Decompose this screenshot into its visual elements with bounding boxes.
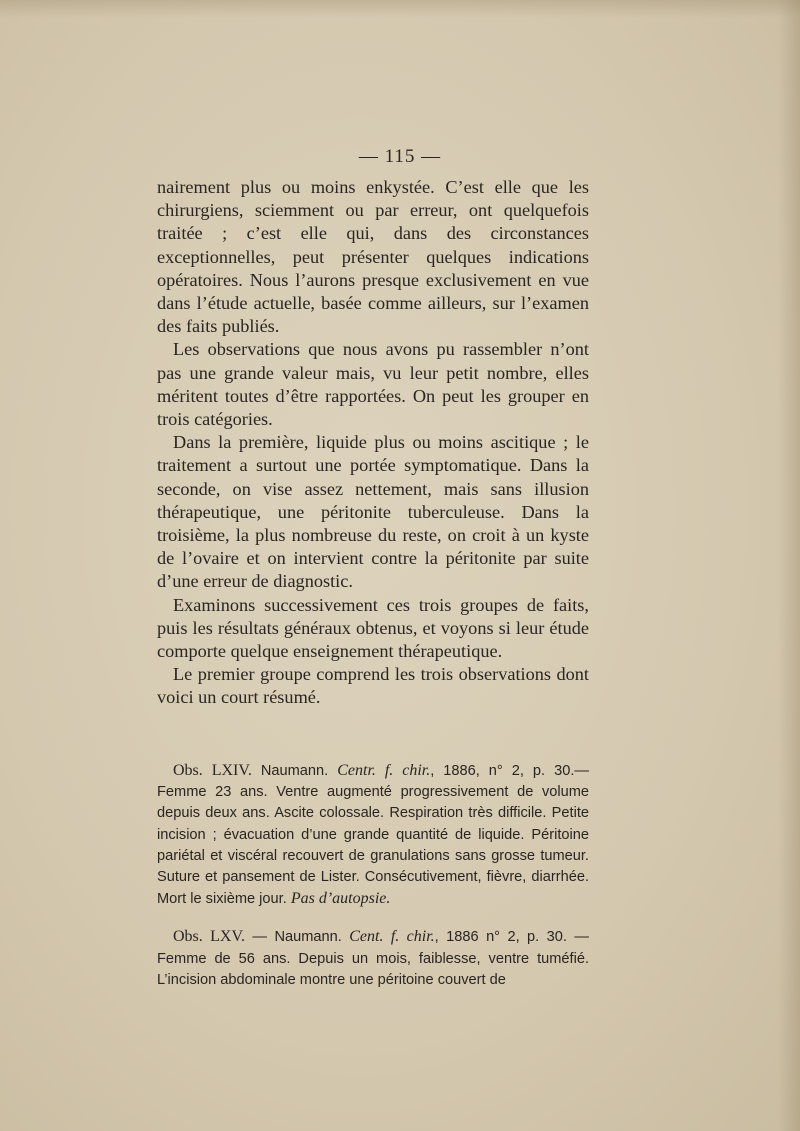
page-top-shadow bbox=[0, 0, 800, 18]
observation-journal: Cent. f. chir. bbox=[349, 928, 435, 946]
paragraph: Examinons successivement ces trois groupes de faits, puis les résultats généraux obtenus, et voyons si leur étude comporte quelque enseignement thérapeutique. bbox=[157, 594, 589, 662]
observation-end-italic: Pas d’autopsie. bbox=[290, 890, 391, 908]
page-number-header: — 115 — bbox=[358, 146, 442, 167]
observation-text: — Femme de 56 ans. Depuis un mois, faiblesse, ventre tuméfié. L’incision abdominale montre une péritoine couvert de bbox=[157, 929, 589, 988]
observation-reference: , 1886 n° 2, p. 30. bbox=[434, 929, 567, 946]
observation-author: Naumann. bbox=[260, 763, 329, 779]
observation-lxiv bbox=[157, 760, 589, 910]
main-text bbox=[157, 176, 589, 710]
page-right-shadow bbox=[778, 0, 800, 1131]
observation-lxv bbox=[157, 926, 589, 991]
observations-block bbox=[157, 760, 589, 991]
paragraph: Dans la première, liquide plus ou moins ascitique ; le traitement a surtout une portée symptomatique. Dans la seconde, on vise assez nettement, mais sans illusion thérapeutique, une péritonite tuberculeuse. Dans la troisième, la plus nombreuse du reste, on croit à un kyste de l’ovaire et on intervient contre la péritonite par suite d’une erreur de diagnostic. bbox=[157, 432, 589, 592]
paragraph: nairement plus ou moins enkystée. C’est elle que les chirurgiens, sciemment ou par erreur, ont quelquefois traitée ; c’est elle qui, dans des circonstances exceptionnelles, peut présenter quelques indications opératoires. Nous l’aurons presque exclusivement en vue dans l’étude actuelle, basée comme ailleurs, sur l’examen des faits publiés. bbox=[157, 177, 589, 337]
observation-text: Femme 23 ans. Ventre augmenté progressivement de volume depuis deux ans. Ascite colossale. Respiration très difficile. Petite incision ; évacuation d’une grande quantité de liquide. Péritoine pariétal et viscéral recouvert de granulations sans grosse tumeur. Suture et pansement de Lister. Consécutivement, fièvre, diarrhée. Mort le sixième jour. bbox=[157, 784, 589, 908]
observation-author: — Naumann. bbox=[252, 929, 342, 946]
observation-reference: , 1886, n° 2, p. 30.— bbox=[430, 763, 589, 779]
observation-label: Obs. LXIV. bbox=[173, 762, 252, 779]
observation-journal: Centr. f. chir. bbox=[337, 762, 431, 779]
paragraph: Les observations que nous avons pu rassembler n’ont pas une grande valeur mais, vu leur petit nombre, elles méritent toutes d’être rapportées. On peut les grouper en trois catégories. bbox=[157, 339, 589, 430]
observation-label: Obs. LXV. bbox=[173, 928, 245, 946]
paragraph: Le premier groupe comprend les trois observations dont voici un court résumé. bbox=[157, 664, 589, 708]
